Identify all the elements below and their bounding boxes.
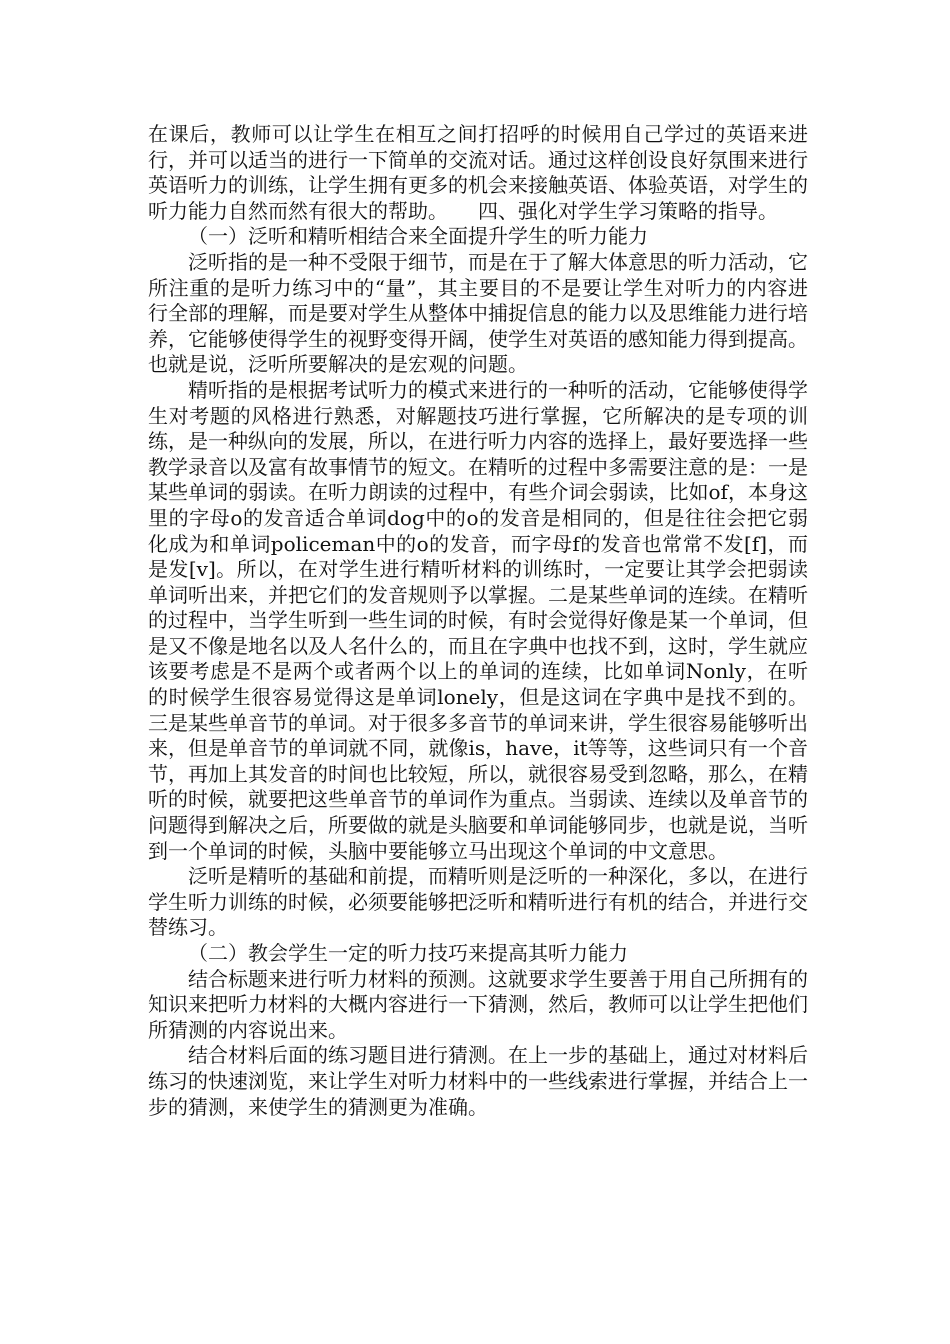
section-heading-2: （二）教会学生一定的听力技巧来提高其听力能力 bbox=[188, 941, 628, 965]
paragraph-exercise-prediction: 结合材料后面的练习题目进行猜测。在上一步的基础上，通过对材料后练习的快速浏览，来让学生对听力材料中的一些线索进行掌握，并结合上一步的猜测，来使学生的猜测更为准确。 bbox=[148, 1043, 808, 1119]
document-page bbox=[148, 122, 808, 1120]
paragraph-intensive-listening: 精听指的是根据考试听力的模式来进行的一种听的活动，它能够使得学生对考题的风格进行熟悉，对解题技巧进行掌握，它所解决的是专项的训练，是一种纵向的发展，所以，在进行听力内容的选择上，最好要选择一些教学录音以及富有故事情节的短文。在精听的过程中多需要注意的是：一是某些单词的弱读。在听力朗读的过程中，有些介词会弱读，比如of，本身这里的字母o的发音适合单词dog中的o的发音是相同的，但是往往会把它弱化成为和单词policeman中的o的发音，而字母f的发音也常常不发[f]，而是发[v]。所以，在对学生进行精听材料的训练时，一定要让其学会把弱读单词听出来，并把它们的发音规则予以掌握。二是某些单词的连续。在精听的过程中，当学生听到一些生词的时候，有时会觉得好像是某一个单词，但是又不像是地名以及人名什么的，而且在字典中也找不到，这时，学生就应该要考虑是不是两个或者两个以上的单词的连续，比如单词Nonly，在听的时候学生很容易觉得这是单词lonely，但是这词在字典中是找不到的。三是某些单音节的单词。对于很多多音节的单词来讲，学生很容易能够听出来，但是单音节的单词就不同，就像is，have，it等等，这些词只有一个音节，再加上其发音的时间也比较短，所以，就很容易受到忽略，那么，在精听的时候，就要把这些单音节的单词作为重点。当弱读、连续以及单音节的问题得到解决之后，所要做的就是头脑要和单词能够同步，也就是说，当听到一个单词的时候，头脑中要能够立马出现这个单词的中文意思。 bbox=[148, 377, 808, 863]
paragraph-intro: 在课后，教师可以让学生在相互之间打招呼的时候用自己学过的英语来进行，并可以适当的进行一下简单的交流对话。通过这样创设良好氛围来进行英语听力的训练，让学生拥有更多的机会来接触英语、体验英语，对学生的听力能力自然而然有很大的帮助。 四、强化对学生学习策略的指导。 bbox=[148, 122, 808, 223]
paragraph-extensive-listening: 泛听指的是一种不受限于细节，而是在于了解大体意思的听力活动，它所注重的是听力练习中的“量”，其主要目的不是要让学生对听力的内容进行全部的理解，而是要对学生从整体中捕捉信息的能力以及思维能力进行培养，它能够使得学生的视野变得开阔，使学生对英语的感知能力得到提高。也就是说，泛听所要解决的是宏观的问题。 bbox=[148, 249, 808, 377]
paragraph-combination: 泛听是精听的基础和前提，而精听则是泛听的一种深化，多以，在进行学生听力训练的时候，必须要能够把泛听和精听进行有机的结合，并进行交替练习。 bbox=[148, 864, 808, 940]
paragraph-title-prediction: 结合标题来进行听力材料的预测。这就要求学生要善于用自己所拥有的知识来把听力材料的大概内容进行一下猜测，然后，教师可以让学生把他们所猜测的内容说出来。 bbox=[148, 966, 808, 1042]
section-heading-1: （一）泛听和精听相结合来全面提升学生的听力能力 bbox=[188, 224, 648, 249]
